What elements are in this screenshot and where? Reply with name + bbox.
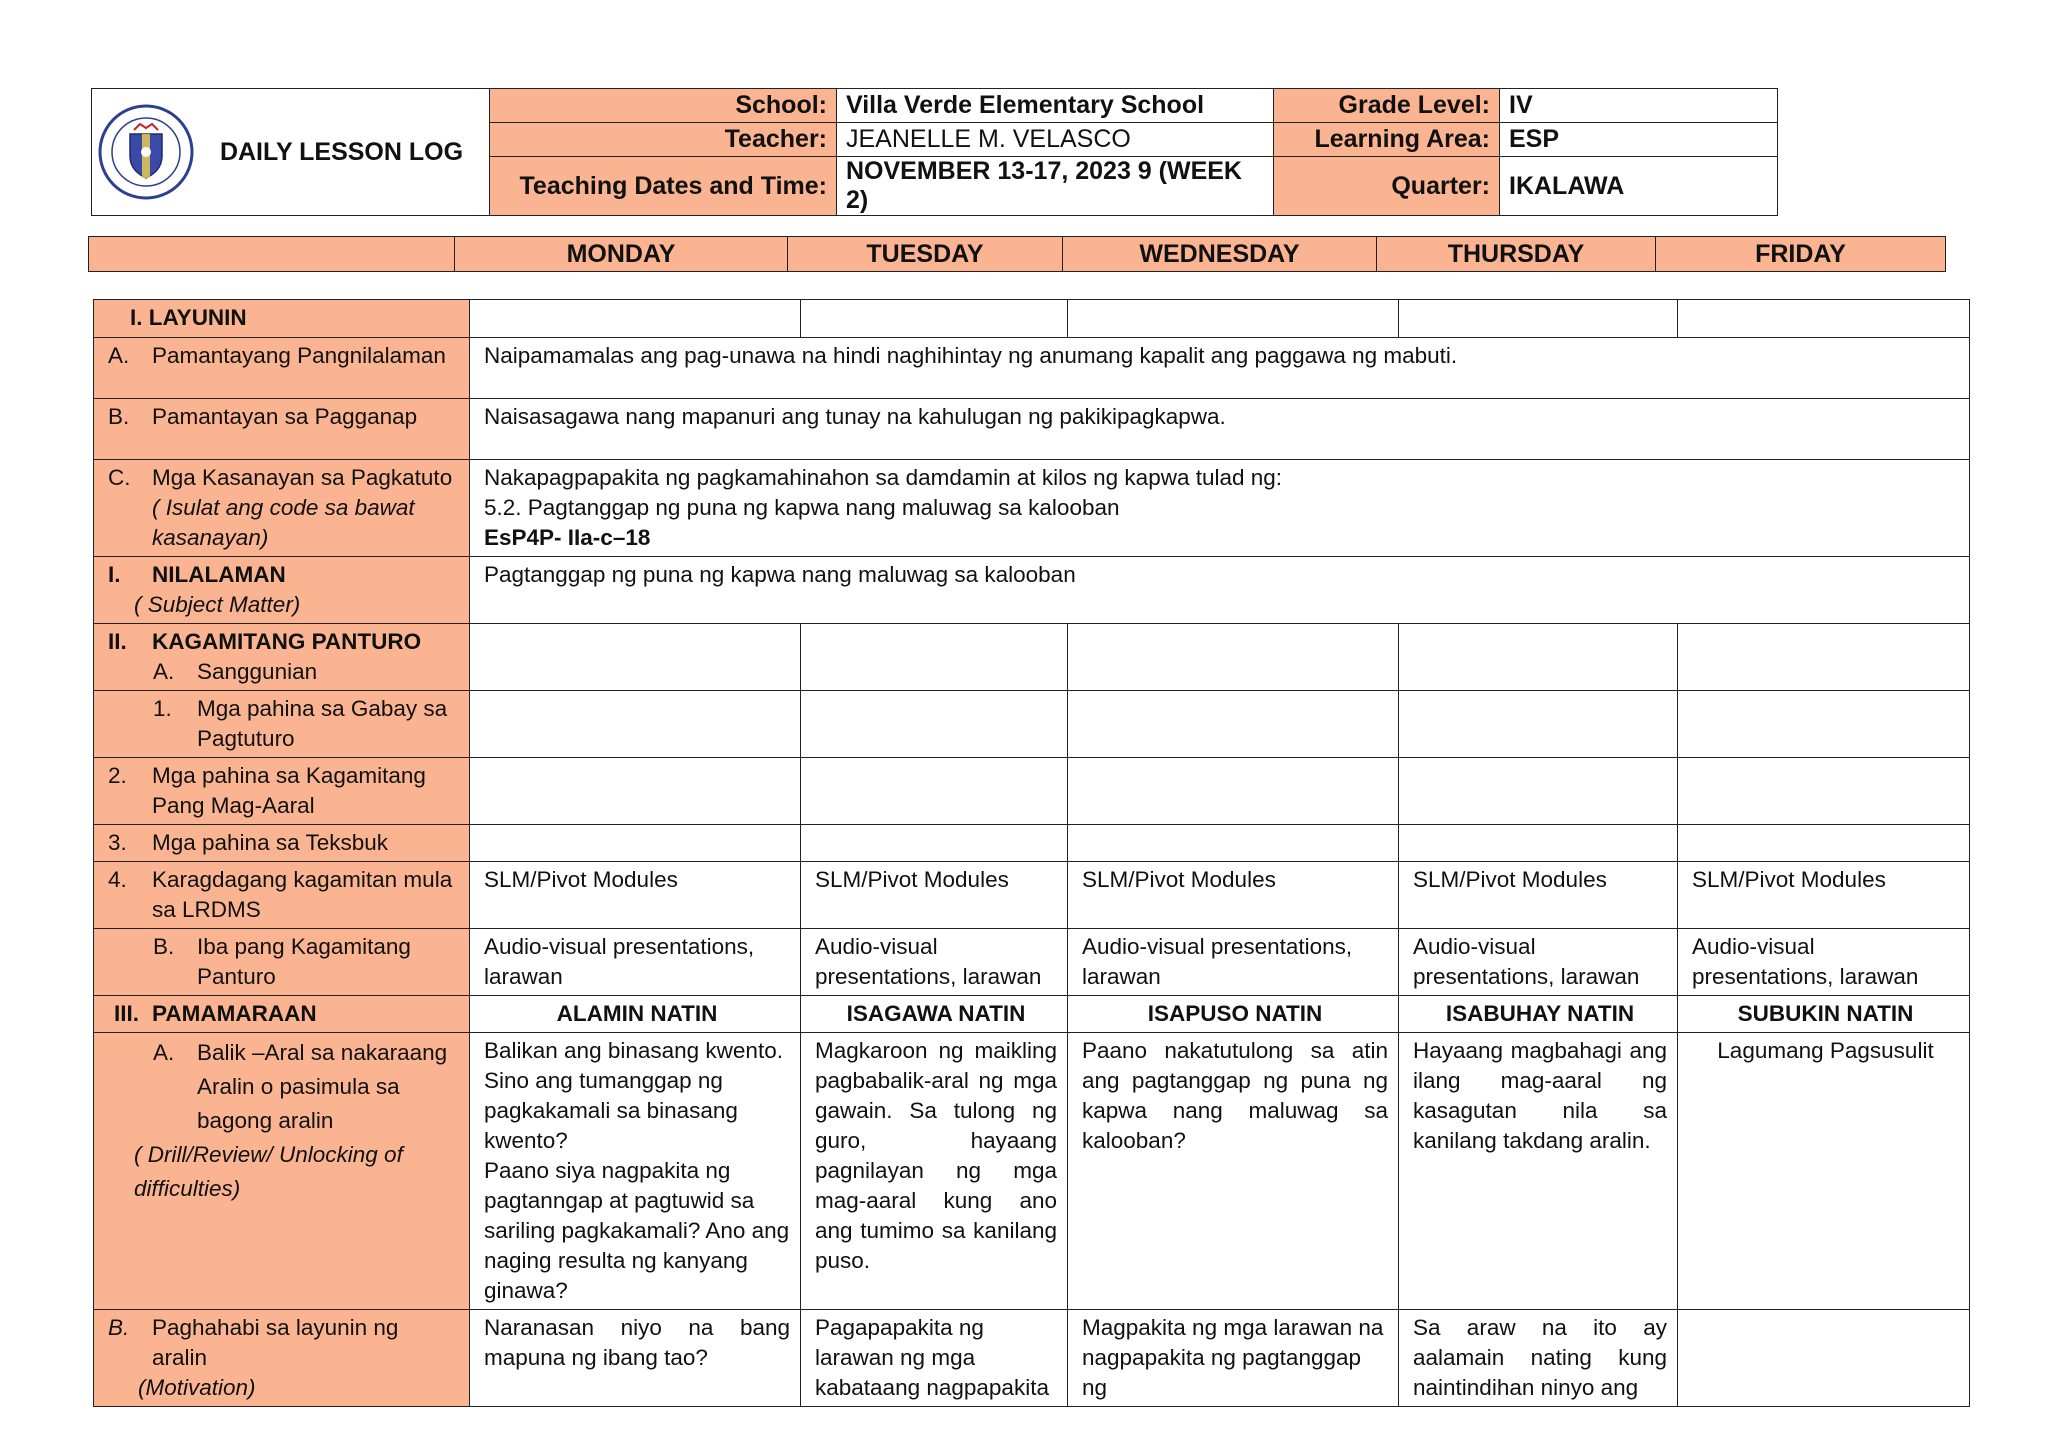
pamantayan-pagganap-text: Naisasagawa nang mapanuri ang tunay na kahulugan ng pakikipagkapwa. — [470, 399, 1970, 460]
cell — [801, 691, 1068, 758]
row-number: III. — [114, 1001, 140, 1026]
pamantayang-pangnilalaman-text: Naipamamalas ang pag-unawa na hindi naghihintay ng anumang kapalit ang paggawa ng mabuti. — [470, 338, 1970, 399]
cell — [1399, 825, 1678, 862]
pamantayan-pagganap-label — [94, 399, 470, 460]
phase-header-thursday: ISABUHAY NATIN — [1399, 996, 1678, 1033]
row-label: Sanggunian — [197, 659, 318, 684]
row-label: PAMAMARAAN — [152, 1001, 317, 1026]
cell — [470, 825, 801, 862]
row-label: Balik –Aral sa nakaraang Aralin o pasimula sa bagong aralin — [197, 1040, 448, 1133]
row-number: B. — [108, 1315, 130, 1340]
cell — [1678, 300, 1970, 338]
row-label: Mga pahina sa Teksbuk — [152, 830, 388, 855]
row-number: 2. — [108, 763, 127, 788]
row-note: (Motivation) — [138, 1375, 256, 1400]
phase-header-tuesday: ISAGAWA NATIN — [801, 996, 1068, 1033]
cell — [470, 624, 801, 691]
row-label: Pamantayang Pangnilalaman — [152, 343, 446, 368]
row-label: Iba pang Kagamitang Panturo — [197, 934, 411, 989]
paghahabi-label — [94, 1310, 470, 1407]
grade-level-label: Grade Level: — [1274, 89, 1500, 123]
kagamitang-pang-mag-aaral-label — [94, 758, 470, 825]
row-number: 1. — [153, 696, 172, 721]
iba-pang-kagamitan-thursday: Audio-visual presentations, larawan — [1399, 929, 1678, 996]
row-label: NILALAMAN — [152, 562, 286, 587]
row-label: Karagdagang kagamitan mula sa LRDMS — [152, 867, 453, 922]
pamamaraan-label — [94, 996, 470, 1033]
kasanayan-line-2: 5.2. Pagtanggap ng puna ng kapwa nang maluwag sa kalooban — [484, 495, 1120, 520]
iba-pang-kagamitan-tuesday: Audio-visual presentations, larawan — [801, 929, 1068, 996]
row-number: A. — [108, 343, 130, 368]
row-number: B. — [153, 934, 175, 959]
balik-aral-thursday: Hayaang magbahagi ang ilang mag-aaral ng kasagutan nila sa kanilang takdang aralin. — [1399, 1033, 1678, 1310]
cell — [1068, 624, 1399, 691]
row-number: I. — [108, 562, 121, 587]
cell — [801, 825, 1068, 862]
balik-aral-friday: Lagumang Pagsusulit — [1678, 1033, 1970, 1310]
cell — [1678, 825, 1970, 862]
row-label: Paghahabi sa layunin ng aralin — [152, 1315, 399, 1370]
day-header-monday: MONDAY — [455, 237, 788, 272]
cell — [801, 758, 1068, 825]
grade-level-value: IV — [1500, 89, 1778, 123]
deped-seal-logo — [98, 104, 194, 200]
row-number: 4. — [108, 867, 127, 892]
balik-aral-label — [94, 1033, 470, 1310]
lrdms-monday: SLM/Pivot Modules — [470, 862, 801, 929]
cell — [1678, 624, 1970, 691]
school-label: School: — [490, 89, 837, 123]
row-number: 3. — [108, 830, 127, 855]
kasanayan-text — [470, 460, 1970, 557]
cell — [1068, 758, 1399, 825]
days-header-blank — [89, 237, 455, 272]
kagamitan-label — [94, 624, 470, 691]
day-header-wednesday: WEDNESDAY — [1063, 237, 1377, 272]
header-title-cell — [92, 89, 490, 216]
document-title: DAILY LESSON LOG — [194, 138, 489, 167]
cell — [470, 758, 801, 825]
layunin-title: I. LAYUNIN — [130, 305, 247, 330]
phase-header-wednesday: ISAPUSO NATIN — [1068, 996, 1399, 1033]
lrdms-thursday: SLM/Pivot Modules — [1399, 862, 1678, 929]
lesson-log-table — [93, 299, 1970, 1407]
iba-pang-kagamitan-friday: Audio-visual presentations, larawan — [1678, 929, 1970, 996]
phase-header-friday: SUBUKIN NATIN — [1678, 996, 1970, 1033]
row-number: C. — [108, 465, 131, 490]
nilalaman-label — [94, 557, 470, 624]
cell — [1678, 758, 1970, 825]
lrdms-wednesday: SLM/Pivot Modules — [1068, 862, 1399, 929]
lrdms-tuesday: SLM/Pivot Modules — [801, 862, 1068, 929]
balik-aral-tuesday: Magkaroon ng maikling pagbabalik-aral ng mga gawain. Sa tulong ng guro, hayaang pagnilayan ng mga mag-aaral kung ano ang tumimo sa kanilang puso. — [801, 1033, 1068, 1310]
row-label: Mga pahina sa Gabay sa Pagtuturo — [197, 696, 448, 751]
iba-pang-kagamitan-monday: Audio-visual presentations, larawan — [470, 929, 801, 996]
row-number: B. — [108, 404, 130, 429]
cell — [470, 300, 801, 338]
teacher-label: Teacher: — [490, 123, 837, 157]
header-table — [91, 88, 1778, 216]
row-number: II. — [108, 629, 127, 654]
row-label: Pamantayan sa Pagganap — [152, 404, 418, 429]
day-header-tuesday: TUESDAY — [788, 237, 1063, 272]
nilalaman-text: Pagtanggap ng puna ng kapwa nang maluwag sa kalooban — [470, 557, 1970, 624]
layunin-heading — [94, 300, 470, 338]
row-label: Mga pahina sa Kagamitang Pang Mag-Aaral — [152, 763, 426, 818]
paghahabi-monday: Naranasan niyo na bang mapuna ng ibang tao? — [470, 1310, 801, 1407]
pamantayang-pangnilalaman-label — [94, 338, 470, 399]
kasanayan-label — [94, 460, 470, 557]
teaching-dates-label: Teaching Dates and Time: — [490, 157, 837, 216]
quarter-value: IKALAWA — [1500, 157, 1778, 216]
day-header-friday: FRIDAY — [1656, 237, 1946, 272]
cell — [1399, 624, 1678, 691]
days-header-table — [88, 236, 1946, 272]
row-note: ( Isulat ang code sa bawat kasanayan) — [152, 495, 415, 550]
day-header-thursday: THURSDAY — [1377, 237, 1656, 272]
learning-area-value: ESP — [1500, 123, 1778, 157]
balik-aral-monday: Balikan ang binasang kwento. Sino ang tumanggap ng pagkakamali sa binasang kwento? Paano siya nagpakita ng pagtanngap at pagtuwid sa sariling pagkakamali? Ano ang naging resulta ng kanyang ginawa? — [470, 1033, 801, 1310]
phase-header-monday: ALAMIN NATIN — [470, 996, 801, 1033]
lrdms-friday: SLM/Pivot Modules — [1678, 862, 1970, 929]
cell — [1399, 300, 1678, 338]
cell — [1678, 691, 1970, 758]
lrdms-label — [94, 862, 470, 929]
teksbuk-label — [94, 825, 470, 862]
learning-area-label: Learning Area: — [1274, 123, 1500, 157]
cell — [1068, 300, 1399, 338]
teaching-dates-value: NOVEMBER 13-17, 2023 9 (WEEK 2) — [837, 157, 1274, 216]
row-number: A. — [153, 1040, 175, 1065]
kasanayan-code: EsP4P- IIa-c–18 — [484, 525, 651, 550]
school-value: Villa Verde Elementary School — [837, 89, 1274, 123]
row-note: ( Drill/Review/ Unlocking of difficulties) — [134, 1142, 403, 1201]
paghahabi-wednesday: Magpakita ng mga larawan na nagpapakita ng pagtanggap ng — [1068, 1310, 1399, 1407]
row-label: KAGAMITANG PANTURO — [152, 629, 422, 654]
iba-pang-kagamitan-wednesday: Audio-visual presentations, larawan — [1068, 929, 1399, 996]
row-note: ( Subject Matter) — [134, 592, 301, 617]
paghahabi-friday — [1678, 1310, 1970, 1407]
paghahabi-thursday: Sa araw na ito ay aalamain nating kung naintindihan ninyo ang — [1399, 1310, 1678, 1407]
iba-pang-kagamitan-label — [94, 929, 470, 996]
cell — [801, 624, 1068, 691]
cell — [470, 691, 801, 758]
kasanayan-line-1: Nakapagpapakita ng pagkamahinahon sa damdamin at kilos ng kapwa tulad ng: — [484, 465, 1283, 490]
cell — [1068, 825, 1399, 862]
cell — [1399, 691, 1678, 758]
quarter-label: Quarter: — [1274, 157, 1500, 216]
row-number: A. — [153, 659, 175, 684]
cell — [801, 300, 1068, 338]
cell — [1399, 758, 1678, 825]
paghahabi-tuesday: Pagapapakita ng larawan ng mga kabataang nagpapakita — [801, 1310, 1068, 1407]
gabay-pagtuturo-label — [94, 691, 470, 758]
balik-aral-wednesday: Paano nakatutulong sa atin ang pagtanggap ng puna ng kapwa nang maluwag sa kalooban? — [1068, 1033, 1399, 1310]
cell — [1068, 691, 1399, 758]
teacher-value: JEANELLE M. VELASCO — [837, 123, 1274, 157]
row-label: Mga Kasanayan sa Pagkatuto — [152, 465, 453, 490]
